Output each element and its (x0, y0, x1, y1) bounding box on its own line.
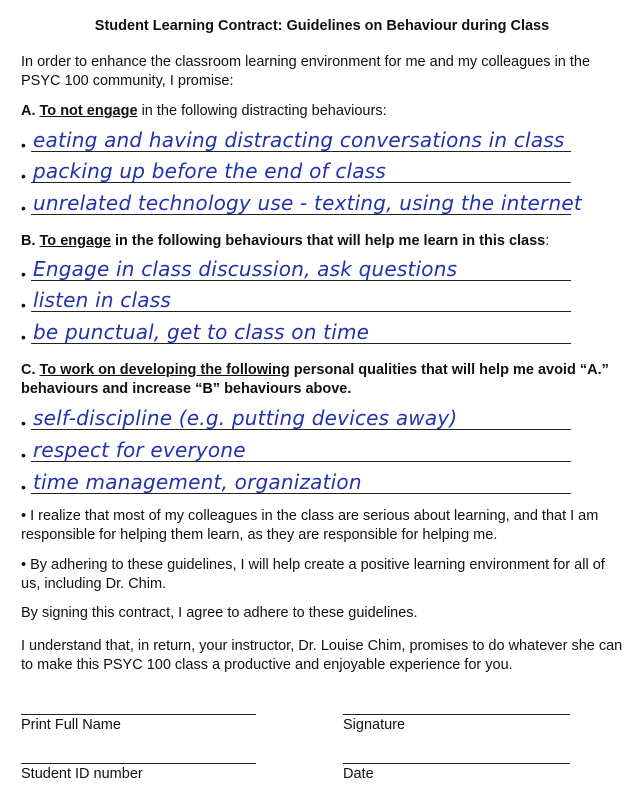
section-b-item-1 (21, 253, 571, 283)
instructor-promise-paragraph: I understand that, in return, your instructor, Dr. Louise Chim, promises to do whatever she can to make this PSYC 100 class a productive and enjoyable experience for you. (21, 638, 623, 673)
handwritten-entry: be punctual, get to class on time (33, 320, 370, 344)
student-id-line[interactable] (21, 763, 256, 764)
section-a-colon: : (382, 103, 387, 119)
section-c-heading (21, 361, 626, 399)
date-label: Date (343, 766, 374, 782)
bullet-icon: • (21, 415, 26, 431)
document-title: Student Learning Contract: Guidelines on Behaviour during Class (94, 18, 550, 34)
section-a-lead: To not engage (39, 103, 138, 119)
handwritten-entry: listen in class (33, 288, 171, 312)
section-b-heading (21, 232, 626, 251)
handwritten-entry: self-discipline (e.g. putting devices away) (33, 406, 458, 430)
intro-paragraph: In order to enhance the classroom learning environment for me and my colleagues in the PSYC 100 community, I promise: (21, 54, 591, 89)
print-name-line[interactable] (21, 714, 256, 715)
section-a-letter: A. (21, 103, 36, 119)
section-c-item-1 (21, 402, 571, 432)
bullet-icon: • (21, 447, 26, 463)
bullet-icon: • (21, 479, 26, 495)
section-a-item-1 (21, 124, 571, 154)
section-c-rest: personal qualities that will help me avoid “A.” behaviours and increase “B” behaviours above. (21, 362, 609, 397)
section-a-item-2 (21, 155, 571, 185)
responsibility-paragraph: • I realize that most of my colleagues in the class are serious about learning, and that I am responsible for helping them learn, as they are responsible for helping me. (21, 508, 599, 543)
bullet-icon: • (21, 329, 26, 345)
handwritten-entry: unrelated technology use - texting, using the internet (33, 191, 582, 215)
student-id-label: Student ID number (21, 766, 143, 782)
date-line[interactable] (343, 763, 570, 764)
bullet-icon: • (21, 168, 26, 184)
section-a-item-3 (21, 187, 582, 217)
section-b-item-2 (21, 284, 571, 314)
section-a-heading (21, 102, 626, 121)
section-a-rest: in the following distracting behaviours (137, 103, 383, 119)
handwritten-entry: Engage in class discussion, ask questions (33, 257, 458, 281)
bullet-icon: • (21, 266, 26, 282)
section-b-lead: To engage (39, 233, 111, 249)
environment-paragraph: • By adhering to these guidelines, I will help create a positive learning environment for all of us, including Dr. Chim. (21, 557, 605, 592)
section-b-item-3 (21, 316, 571, 346)
section-c-item-2 (21, 434, 571, 464)
bullet-icon: • (21, 137, 26, 153)
handwritten-entry: time management, organization (33, 470, 362, 494)
section-b-colon: : (545, 233, 550, 249)
agreement-paragraph: By signing this contract, I agree to adhere to these guidelines. (21, 605, 418, 621)
print-name-label: Print Full Name (21, 717, 121, 733)
section-c-item-3 (21, 466, 571, 496)
section-c-lead: To work on developing the following (39, 362, 290, 378)
handwritten-entry: respect for everyone (33, 438, 246, 462)
bullet-icon: • (21, 200, 26, 216)
signature-label: Signature (343, 717, 406, 733)
signature-line[interactable] (343, 714, 570, 715)
section-b-rest: in the following behaviours that will help me learn in this class (110, 233, 546, 249)
bullet-icon: • (21, 297, 26, 313)
handwritten-entry: eating and having distracting conversations in class (33, 128, 565, 152)
section-b-letter: B. (21, 233, 36, 249)
section-c-letter: C. (21, 362, 36, 378)
handwritten-entry: packing up before the end of class (33, 159, 387, 183)
